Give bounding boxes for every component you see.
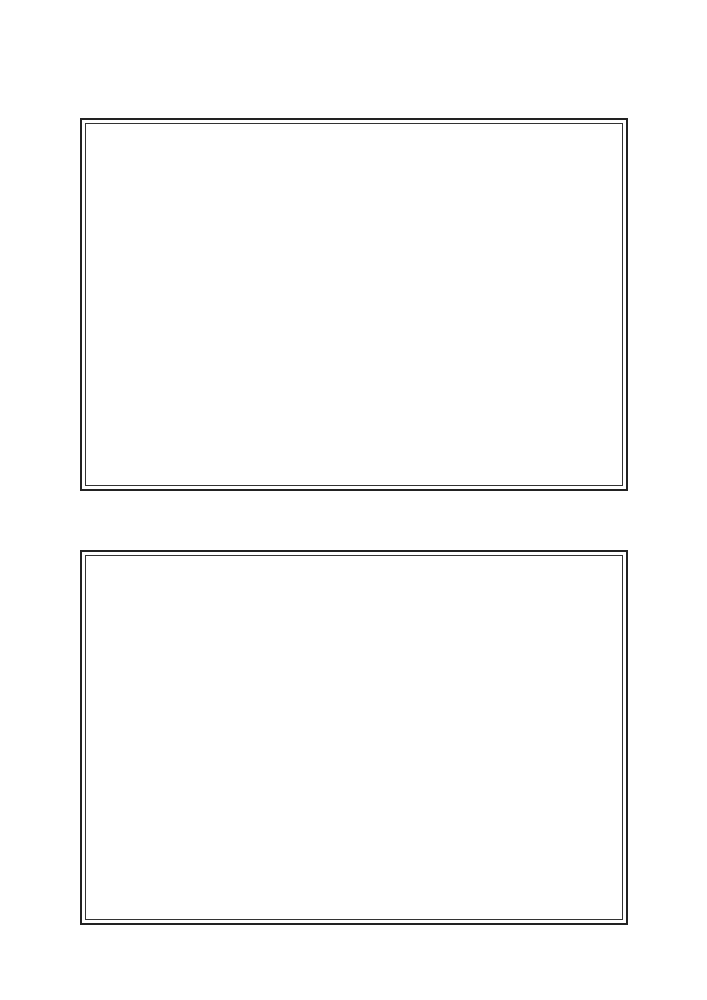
top-text-columns xyxy=(85,123,623,486)
top-text-panel xyxy=(80,118,628,491)
bottom-text-columns xyxy=(85,555,623,920)
bottom-text-panel xyxy=(80,550,628,925)
